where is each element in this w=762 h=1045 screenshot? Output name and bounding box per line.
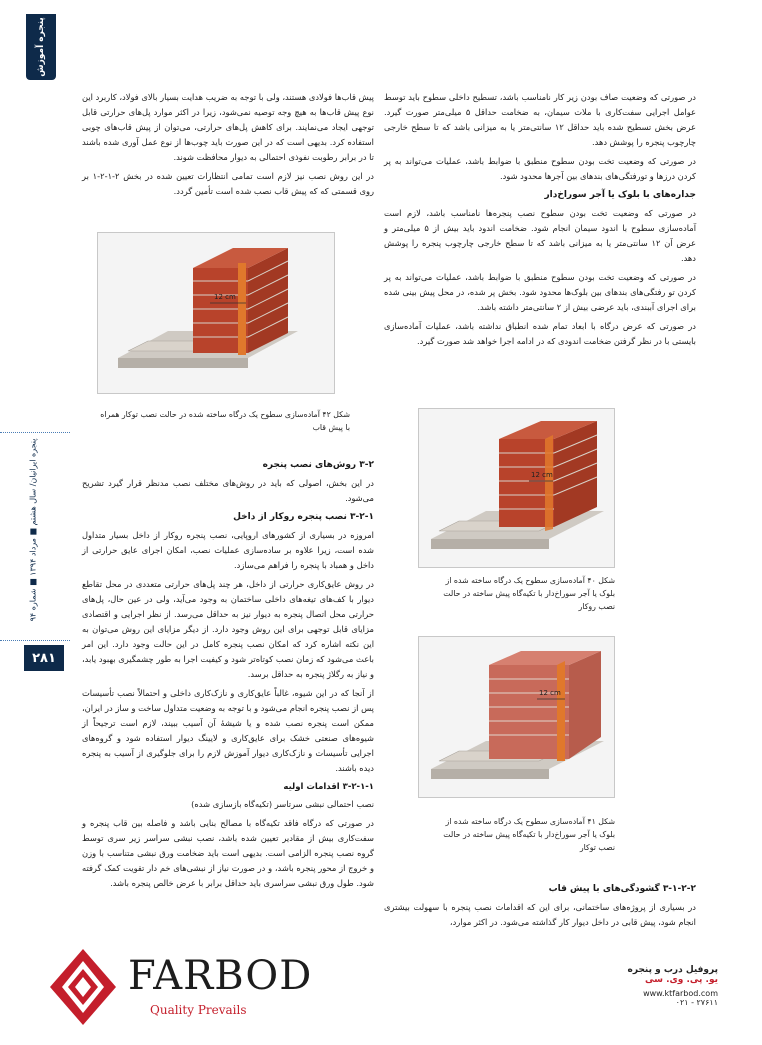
paragraph: در صورتی که درگاه فاقد تکیه‌گاه با مصالح بنایی باشد و فاصله بین قاب پنجره و سفت‌کاری بیش از مقادیر تعیین شده باشد، نصب نبشی سراسر زیر سری توسط گروه نصب پنجره الزامی است. بدیهی است باید ضخامت ورق نبشی متناسب با وزن و خروج از محور پنجره باشد، و در صورت نیاز از نبشی‌های خم دار تقویت کمک گرفته شود. طول ورق نبشی سراسری باید حداقل برابر با عرض خالص پنجره باشد. [82, 818, 374, 888]
phone-number: ۰۲۱ - ۲۷۶۱۱ [675, 998, 718, 1007]
left-column-lower [82, 456, 374, 895]
paragraph: در این روش نصب نیز لازم است تمامی انتظارات تعیین شده در بخش ۲-۱-۲-۱ بر روی قسمتی که که پیش قاب نصب شده است تأمین گردد. [82, 171, 375, 196]
section-tab-label: پنجره آموزش [36, 17, 46, 77]
page-number: ۲۸۱ [24, 645, 64, 671]
right-column-bottom [384, 880, 696, 934]
paragraph: پیش قاب‌ها فولادی هستند، ولی با توجه به ضریب هدایت بسیار بالای فولاد، کاربرد این نوع پیش قاب‌ها به هیچ وجه توصیه نمی‌شود، زیرا در اکثر موارد پل‌های حرارتی قابل توجهی ایجاد می‌نمایند. برای کاهش پل‌های حرارتی، می‌توان از پیش قاب‌های چوبی استفاده کرد. بدیهی است که در این صورت باید چوب‌ها از نوع عمل آوری شده باشند تا در برابر رطوبت نفوذی احتمالی به دیوار محافظت شوند. [82, 92, 374, 162]
figure-41-image [418, 636, 615, 798]
section-heading: ۳-۲ روش‌های نصب پنجره [262, 460, 374, 470]
paragraph: نصب احتمالی نبشی سرتاسر (تکیه‌گاه بازسازی شده) [191, 799, 374, 809]
paragraph: در صورتی که وضعیت تخت بودن سطوح منطبق با ضوابط باشد، عملیات می‌تواند به پر کردن تو رفتگی‌های بندهای بین بلوک‌ها محدود شود. بخش پر شده، در محل پیش بینی شده برای اجرای آببندی، باید عرضی بیش از ۲ سانتی‌متر داشته باشد. [384, 272, 696, 312]
issue-info [22, 430, 44, 630]
subsection-heading: ۳-۲-۱-۱ اقدامات اولیه [283, 782, 374, 792]
website-link[interactable]: www.ktfarbod.com [643, 989, 718, 998]
divider [0, 640, 70, 641]
brand-tagline: Quality Prevails [150, 1003, 247, 1017]
figure-40-image [418, 408, 615, 568]
section-tab [26, 14, 56, 80]
figure-42-image [97, 232, 335, 394]
paragraph: امروزه در بسیاری از کشورهای اروپایی، نصب پنجره روکار از داخل بسیار متداول شده است، زیرا علاوه بر ساده‌سازی عملیات نصب، امکان اجرای عایق حرارتی از داخل و همباد با پنجره را فراهم می‌سازد. [82, 530, 374, 570]
right-column [384, 90, 696, 353]
ad-line: پروفیل درب و پنجره [627, 965, 718, 975]
paragraph: در روش عایق‌کاری حرارتی از داخل، هر چند پل‌های حرارتی متعددی در محل تقاطع دیوار با کف‌های تیغه‌های داخلی ساختمان به وجود می‌آید، ولی در عین حال، پل‌های حرارتی محل اتصال پنجره به دیوار نیز به حداقل می‌رسد. از نظر اجرایی و اقتصادی مزایای قابل توجهی برای این روش وجود دارد. از دیگر مزایای این روش می‌توان به این نکته اشاره کرد که امکان نصب پنجره کامل در این حالت وجود دارد. این امر باعث می‌شود که زمان نصب کوتاه‌تر شود و کیفیت اجرا به طور چشمگیری بهبود یابد، و نیاز به رگلاژ پنجره به حداقل برسد. [82, 579, 374, 679]
paragraph: در صورتی که عرض درگاه با ابعاد تمام شده انطباق نداشته باشد، عملیات آماده‌سازی بایستی با در نظر گرفتن ضخامت اندودی که در ادامه اجرا خواهد شد صورت گیرد. [384, 321, 696, 346]
figure-40-caption: شکل ۴۰ آماده‌سازی سطوح یک درگاه ساخته شده از بلوک یا آجر سوراخ‌دار با تکیه‌گاه پیش ساخته در حالت نصب روکار [443, 576, 615, 611]
left-column-top [82, 90, 374, 203]
paragraph: در صورتی که وضعیت صاف بودن زیر کار نامناسب باشد، تسطیح داخلی سطوح باید توسط عوامل اجرایی سفت‌کاری با ملات سیمان، به ضخامت حداقل ۵ میلی‌متر صورت گیرد. عرض بخش تسطیح شده باید حداقل ۱۲ سانتی‌متر یا به میزانی باشد که تا سطح خارجی چارچوب پنجره را پوشش دهد. [384, 92, 697, 147]
paragraph: در این بخش، اصولی که باید در روش‌های مختلف نصب مدنظر قرار گیرد تشریح می‌شود. [82, 478, 374, 503]
paragraph: در صورتی که وضعیت تخت بودن سطوح نصب پنجره‌ها نامناسب باشد، لازم است آماده‌سازی سطوح با اندود سیمان انجام شود. ضخامت اندود باید بیش از ۵ میلی‌متر و عرض آن ۱۲ سانتی‌متر یا به میزانی باشد که تا سطح خارجی چارچوب پنجره را پوشش دهد. [384, 208, 696, 263]
subheading: جداره‌های با بلوک یا آجر سوراخ‌دار [544, 190, 696, 200]
ad-line: یو. پی. وی. سی [645, 975, 718, 985]
paragraph: در بسیاری از پروژه‌های ساختمانی، برای این که اقدامات نصب پنجره با سهولت بیشتری انجام شود، پیش قابی در داخل دیوار کار گذاشته می‌شود. در اکثر موارد، [384, 902, 696, 927]
farbod-logo-icon [48, 947, 118, 1027]
section-heading: ۳-۲-۱ نصب پنجره روکار از داخل [233, 512, 374, 522]
dimension-label: 12 cm [531, 471, 553, 479]
ad-block [608, 965, 718, 1007]
figure-41-caption: شکل ۴۱ آماده‌سازی سطوح یک درگاه ساخته شده از بلوک یا آجر سوراخ‌دار با تکیه‌گاه پیش ساخته در حالت نصب توکار [443, 817, 615, 852]
paragraph: در صورتی که وضعیت تخت بودن سطوح منطبق با ضوابط باشد، عملیات می‌تواند به پر کردن درزها و تورفتگی‌های بندهای بین آجرها محدود شود. [384, 156, 696, 181]
footer-ad [0, 935, 762, 1045]
dimension-label: 12 cm [539, 689, 561, 697]
issue-info-text: پنجره ایرانیان/ سال هشتم ■ مرداد ۱۳۹۴ ■ شماره ۹۴ [28, 438, 38, 622]
dimension-label: 12 cm [214, 293, 236, 301]
brand-name: FARBOD [128, 953, 313, 999]
figure-42-caption: شکل ۴۲ آماده‌سازی سطوح یک درگاه ساخته شده در حالت نصب توکار همراه با پیش قاب [100, 410, 350, 432]
section-heading: ۳-۱-۲-۲ گشودگی‌های با پیش قاب [548, 884, 696, 894]
paragraph: از آنجا که در این شیوه، غالباً عایق‌کاری و نازک‌کاری داخلی و احتمالاً نصب تأسیسات پس از نصب پنجره انجام می‌شود و با توجه به وضعیت متداول ساخت و ساز در ایران، ممکن است پنجره نصب شده و یا شیشهٔ آن آسیب ببیند، لازم است ترجیحاً از شیوه‌های صنعتی خشک برای عایق‌کاری و لایینگ دیوار استفاده شود و گروه‌های اجرایی تأسیسات و نازک‌کاری دیوار آموزش لازم را برای جلوگیری از آسیب به پنجره دیده باشند. [82, 688, 374, 773]
